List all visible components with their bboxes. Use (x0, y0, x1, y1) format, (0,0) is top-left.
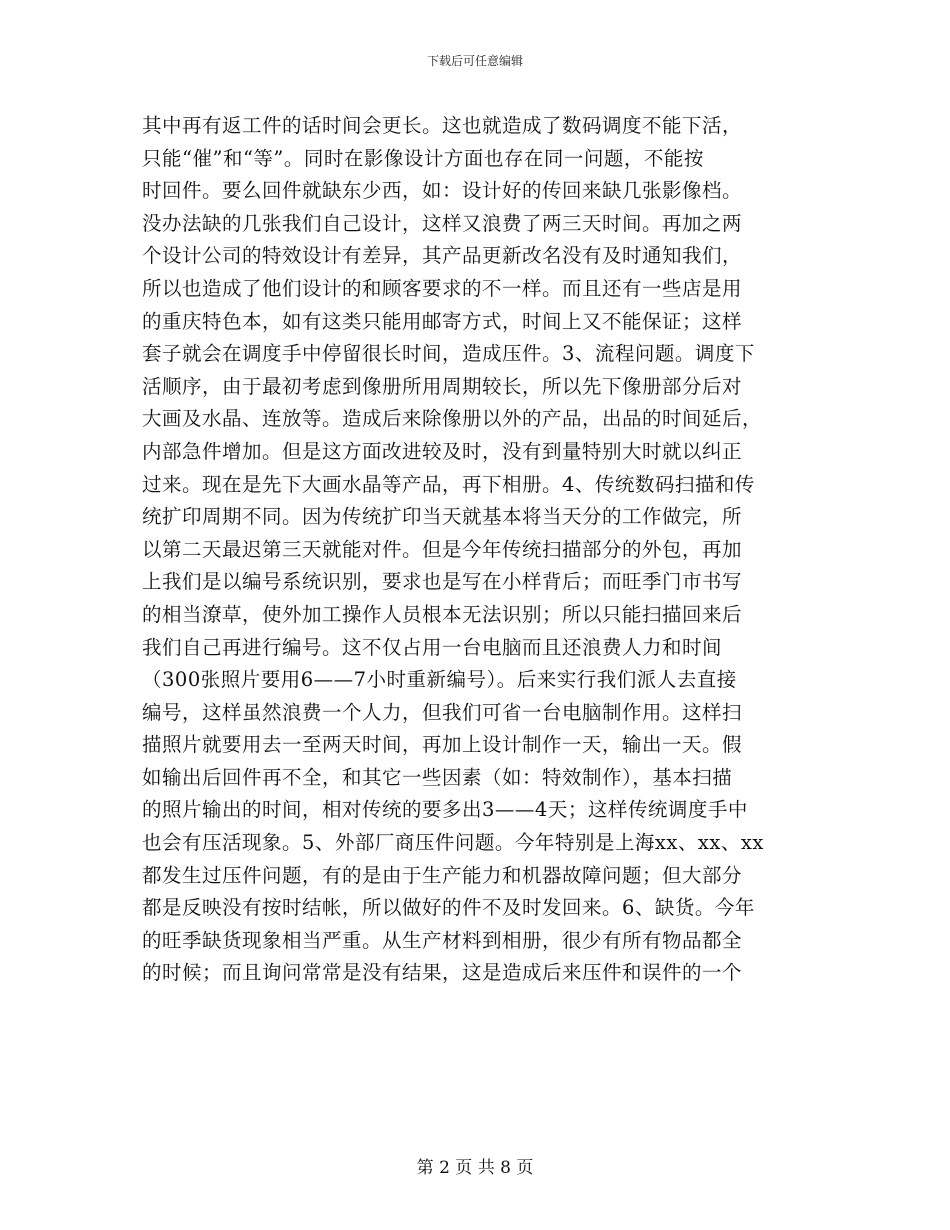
text-line: 时回件。要么回件就缺东少西，如：设计好的传回来缺几张影像档。 (142, 179, 743, 203)
text-line: 上我们是以编号系统识别，要求也是写在小样背后；而旺季门市书写 (142, 570, 743, 594)
text-line: 描照片就要用去一至两天时间，再加上设计制作一天，输出一天。假 (142, 733, 743, 757)
text-line: 以第二天最迟第三天就能对件。但是今年传统扫描部分的外包，再加 (142, 537, 743, 561)
page-header: 下载后可任意编辑 (426, 54, 523, 68)
text-line: 个设计公司的特效设计有差异，其产品更新改名没有及时通知我们， (142, 244, 743, 268)
page-footer: 第 2 页 共 8 页 (416, 1158, 534, 1178)
text-line: 统扩印周期不同。因为传统扩印当天就基本将当天分的工作做完，所 (142, 505, 743, 529)
text-line: 的旺季缺货现象相当严重。从生产材料到相册，很少有所有物品都全 (142, 928, 743, 952)
text-line: 活顺序，由于最初考虑到像册所用周期较长，所以先下像册部分后对 (142, 374, 743, 398)
text-line: 编号，这样虽然浪费一个人力，但我们可省一台电脑制作用。这样扫 (142, 700, 743, 724)
text-line: 其中再有返工件的话时间会更长。这也就造成了数码调度不能下活， (142, 114, 743, 137)
text-line: 所以也造成了他们设计的和顾客要求的不一样。而且还有一些店是用 (142, 276, 743, 300)
text-line: 内部急件增加。但是这方面改进较及时，没有到量特别大时就以纠正 (142, 439, 743, 463)
text-line: 套子就会在调度手中停留很长时间，造成压件。3、流程问题。调度下 (142, 342, 755, 366)
text-line: 没办法缺的几张我们自己设计，这样又浪费了两三天时间。再加之两 (142, 211, 743, 235)
text-line: 只能“催”和“等”。同时在影像设计方面也存在同一问题，不能按 (142, 146, 704, 170)
text-line: 也会有压活现象。5、外部厂商压件问题。今年特别是上海xx、xx、xx (142, 831, 764, 855)
text-line: 如输出后回件再不全，和其它一些因素（如：特效制作），基本扫描 (142, 765, 733, 789)
text-line: 都发生过压件问题，有的是由于生产能力和机器故障问题；但大部分 (142, 863, 743, 887)
text-line: 的时候；而且询问常常是没有结果，这是造成后来压件和误件的一个 (142, 961, 743, 985)
text-line: 我们自己再进行编号。这不仅占用一台电脑而且还浪费人力和时间 (142, 635, 723, 659)
text-line: 的照片输出的时间，相对传统的要多出3——4天；这样传统调度手中 (142, 798, 748, 822)
text-line: 的相当潦草，使外加工操作人员根本无法识别；所以只能扫描回来后 (142, 602, 743, 626)
text-line: 过来。现在是先下大画水晶等产品，再下相册。4、传统数码扫描和传 (142, 472, 755, 496)
body-text (142, 110, 822, 990)
text-line: 的重庆特色本，如有这类只能用邮寄方式，时间上又不能保证；这样 (142, 309, 743, 333)
text-line: 都是反映没有按时结帐，所以做好的件不及时发回来。6、缺货。今年 (142, 896, 755, 920)
text-line: （300张照片要用6——7小时重新编号）。后来实行我们派人去直接 (142, 668, 737, 692)
text-line: 大画及水晶、连放等。造成后来除像册以外的产品，出品的时间延后， (142, 407, 763, 431)
